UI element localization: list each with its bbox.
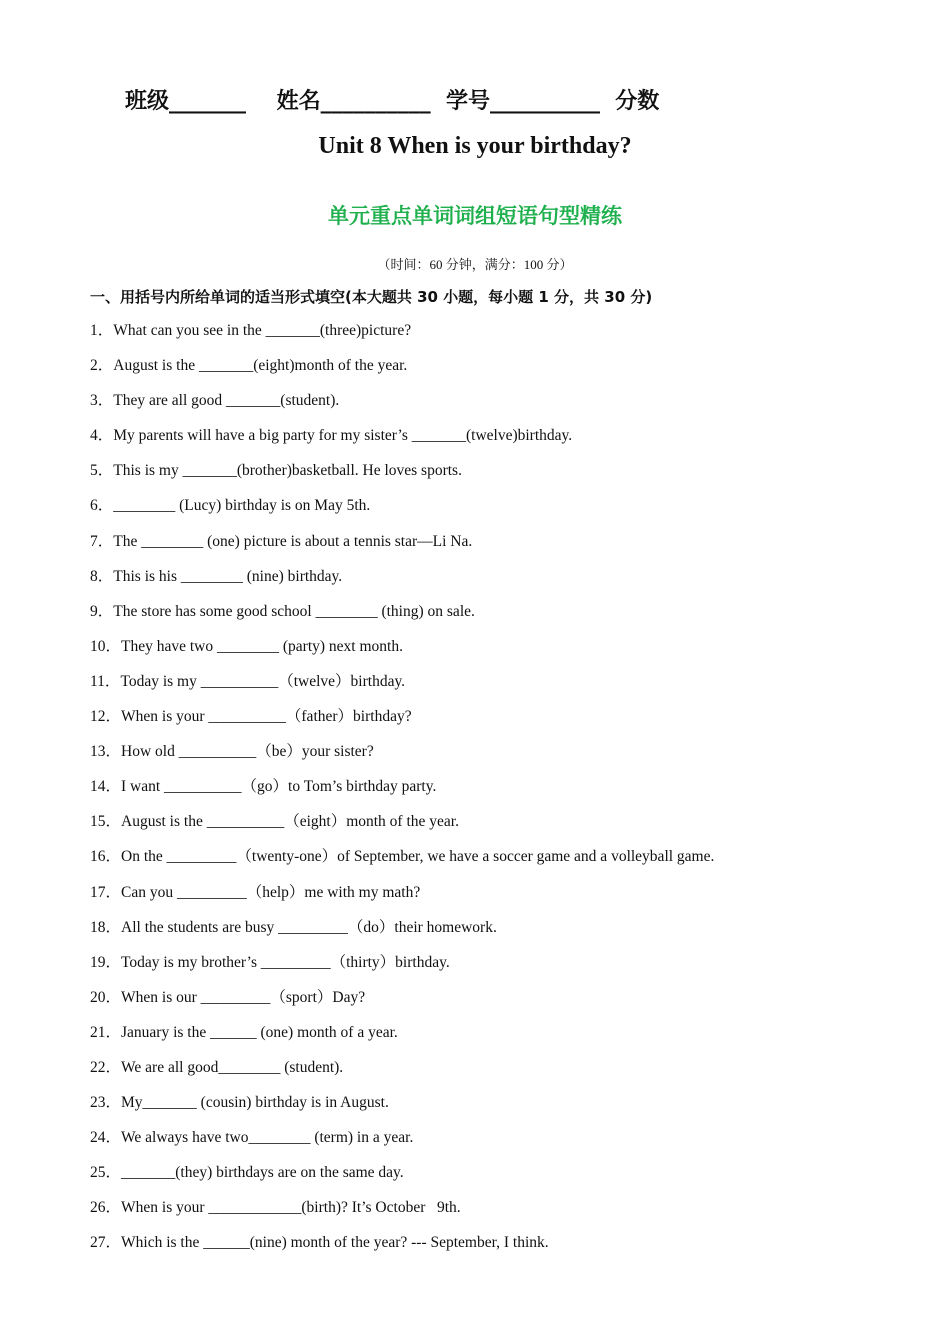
question-item (90, 776, 714, 811)
question-item (90, 1232, 714, 1267)
page-subtitle: 单元重点单词词组短语句型精练 (328, 204, 622, 228)
question-number: 18． (90, 918, 122, 936)
question-number: 2． (90, 357, 114, 375)
question-number: 4． (90, 427, 114, 445)
question-number: 5． (90, 462, 114, 480)
question-item (90, 811, 714, 846)
question-item (90, 531, 714, 566)
question-item (90, 355, 714, 390)
time-info: （时间：60 分钟，满分：100 分） (377, 257, 573, 272)
question-number: 7． (90, 532, 114, 550)
question-item (90, 460, 714, 495)
question-text: When is your ____________(birth)? It’s October 9th. (121, 1199, 461, 1217)
question-text: Which is the ______(nine) month of the year? --- September, I think. (121, 1234, 549, 1252)
question-number: 6． (90, 497, 114, 515)
section-heading: 一、用括号内所给单词的适当形式填空(本大题共 30 小题，每小题 1 分，共 30 分) (90, 288, 653, 306)
question-item (90, 952, 714, 987)
question-text: When is our _________（sport）Day? (121, 988, 366, 1006)
question-number: 26． (90, 1199, 122, 1217)
question-item (90, 320, 714, 355)
question-item (90, 706, 714, 741)
question-text: _______(they) birthdays are on the same day. (121, 1164, 404, 1182)
question-number: 15． (90, 813, 122, 831)
question-number: 27． (90, 1234, 122, 1252)
question-number: 21． (90, 1023, 122, 1041)
question-text: ________ (Lucy) birthday is on May 5th. (113, 497, 371, 515)
question-item (90, 1197, 714, 1232)
question-text: They have two ________ (party) next month. (121, 637, 403, 655)
question-number: 8． (90, 567, 114, 585)
student-info-line: 班级_______ 姓名__________ 学号__________ 分数 (125, 89, 660, 114)
question-item (90, 601, 714, 636)
question-item (90, 671, 714, 706)
question-number: 24． (90, 1129, 122, 1147)
question-text: This is his ________ (nine) birthday. (113, 567, 343, 585)
question-number: 1． (90, 322, 114, 339)
question-number: 11． (90, 672, 121, 690)
question-text: My_______ (cousin) birthday is in August. (121, 1094, 389, 1112)
question-text: The store has some good school ________ (thing) on sale. (113, 602, 475, 620)
question-item (90, 846, 714, 881)
question-number: 25． (90, 1164, 122, 1182)
question-number: 3． (90, 392, 114, 410)
question-item (90, 1127, 714, 1162)
question-item (90, 1022, 714, 1057)
question-text: We always have two________ (term) in a year. (121, 1129, 414, 1147)
question-number: 19． (90, 953, 122, 971)
question-number: 16． (90, 848, 122, 866)
question-item (90, 1092, 714, 1127)
question-item (90, 987, 714, 1022)
question-text: August is the __________（eight）month of the year. (121, 813, 459, 831)
question-number: 12． (90, 708, 122, 726)
question-text: Today is my __________（twelve）birthday. (120, 672, 406, 690)
question-text: Today is my brother’s _________（thirty）birthday. (121, 953, 450, 971)
question-item (90, 1162, 714, 1197)
question-number: 22． (90, 1058, 122, 1076)
question-text: This is my _______(brother)basketball. He loves sports. (113, 462, 462, 480)
question-text: They are all good _______(student). (113, 392, 340, 410)
question-number: 10． (90, 637, 122, 655)
question-text: All the students are busy _________（do）their homework. (121, 918, 497, 936)
question-number: 13． (90, 743, 122, 761)
question-number: 23． (90, 1094, 122, 1112)
page-title: Unit 8 When is your birthday? (318, 133, 632, 159)
question-item (90, 1057, 714, 1092)
question-number: 20． (90, 988, 122, 1006)
question-item (90, 741, 714, 776)
question-item (90, 566, 714, 601)
question-text: January is the ______ (one) month of a year. (121, 1023, 398, 1041)
question-item (90, 390, 714, 425)
question-item (90, 882, 714, 917)
question-text: The ________ (one) picture is about a tennis star—Li Na. (113, 532, 473, 550)
question-text: I want __________（go）to Tom’s birthday party. (121, 778, 437, 796)
question-text: What can you see in the _______(three)picture? (113, 322, 412, 339)
question-number: 17． (90, 883, 122, 901)
question-text: Can you _________（help）me with my math? (121, 883, 421, 901)
question-text: When is your __________（father）birthday? (121, 708, 412, 726)
question-text: August is the _______(eight)month of the year. (113, 357, 408, 375)
question-number: 14． (90, 778, 122, 796)
question-text: On the _________（twenty-one）of September, we have a soccer game and a volleyball game. (121, 848, 715, 866)
question-item (90, 917, 714, 952)
question-list (90, 320, 714, 1268)
question-text: We are all good________ (student). (121, 1058, 344, 1076)
question-text: How old __________（be）your sister? (121, 743, 374, 761)
question-text: My parents will have a big party for my sister’s _______(twelve)birthday. (113, 427, 573, 445)
question-number: 9． (90, 602, 114, 620)
question-item (90, 425, 714, 460)
question-item (90, 495, 714, 530)
question-item (90, 636, 714, 671)
